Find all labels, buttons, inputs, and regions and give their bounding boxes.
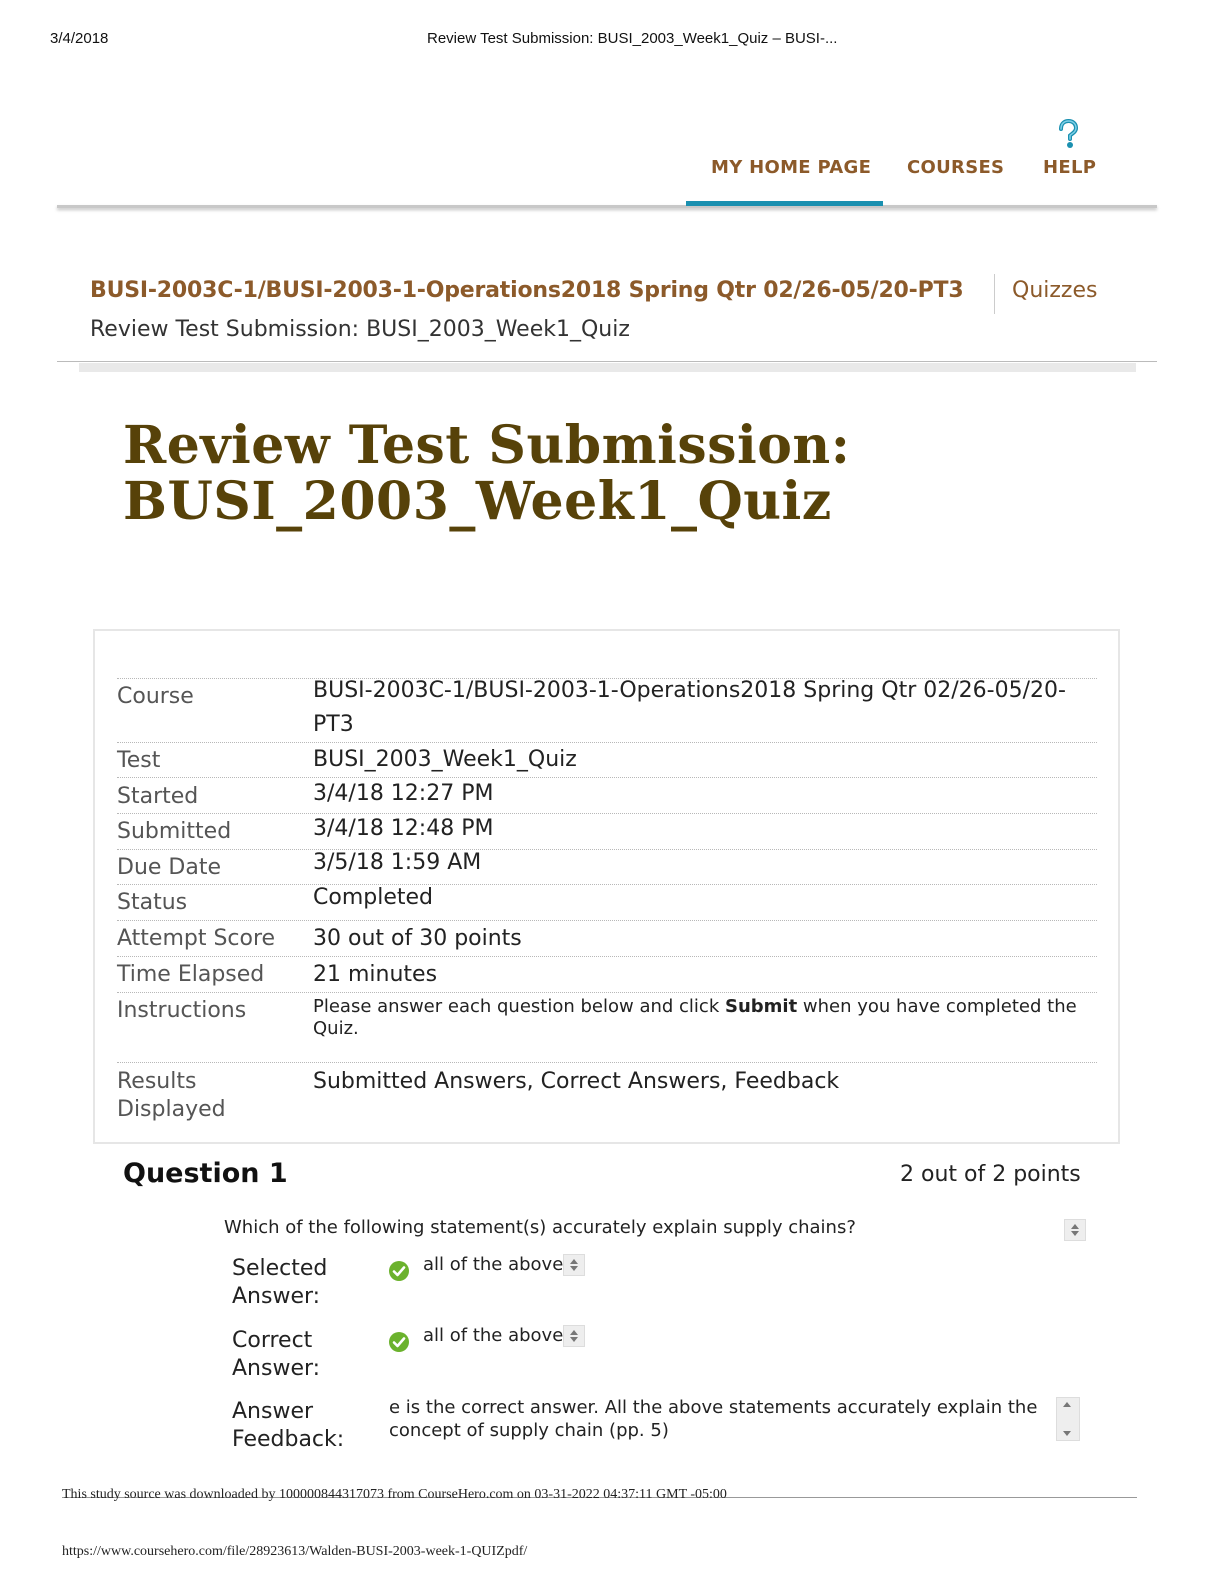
nav-help[interactable]: HELP (1043, 157, 1097, 178)
course-label: Course (117, 684, 194, 709)
row-divider (117, 956, 1097, 957)
breadcrumb-quizzes-link[interactable]: Quizzes (1012, 278, 1098, 303)
attempt-score-label: Attempt Score (117, 926, 276, 951)
help-icon[interactable] (1053, 118, 1083, 150)
spinner-icon[interactable] (1064, 1219, 1086, 1241)
question-title: Question 1 (123, 1158, 288, 1189)
correct-answer-label: Correct Answer: (232, 1328, 321, 1381)
row-divider (117, 920, 1097, 921)
time-elapsed-label: Time Elapsed (117, 962, 265, 987)
answer-feedback-value: e is the correct answer. All the above statements accurately explain the concept of supply chain (pp. 5) (389, 1397, 1038, 1441)
footer-source: This study source was downloaded by 100000844317073 from CourseHero.com on 03-31-2022 04:37:11 GMT -05:00 (62, 1487, 727, 1502)
results-displayed-label: Results Displayed (117, 1069, 226, 1122)
submitted-value: 3/4/18 12:48 PM (313, 816, 494, 841)
question-points: 2 out of 2 points (900, 1162, 1081, 1187)
page-title-line2: BUSI_2003_Week1_Quiz (123, 471, 832, 532)
spinner-icon[interactable] (563, 1254, 585, 1276)
test-value: BUSI_2003_Week1_Quiz (313, 747, 577, 772)
time-elapsed-value: 21 minutes (313, 962, 438, 987)
instructions-submit-word: Submit (724, 996, 798, 1017)
instructions-text-post: when you have completed the Quiz. (313, 996, 1077, 1039)
nav-active-indicator (686, 201, 883, 206)
row-divider (117, 1062, 1097, 1063)
selected-answer-label: Selected Answer: (232, 1256, 328, 1309)
check-icon (389, 1332, 409, 1352)
started-value: 3/4/18 12:27 PM (313, 781, 494, 806)
nav-courses[interactable]: COURSES (907, 157, 1005, 178)
breadcrumb-page: Review Test Submission: BUSI_2003_Week1_Quiz (90, 317, 630, 342)
started-label: Started (117, 784, 199, 809)
instructions-label: Instructions (117, 998, 247, 1023)
footer-url[interactable]: https://www.coursehero.com/file/28923613/Walden-BUSI-2003-week-1-QUIZpdf/ (62, 1544, 528, 1559)
instructions-value (313, 996, 1093, 1040)
answer-feedback-label: Answer Feedback: (232, 1399, 345, 1452)
row-divider (117, 992, 1097, 993)
submitted-label: Submitted (117, 819, 232, 844)
attempt-score-value: 30 out of 30 points (313, 926, 522, 951)
status-label: Status (117, 890, 188, 915)
due-date-value: 3/5/18 1:59 AM (313, 850, 482, 875)
results-displayed-value: Submitted Answers, Correct Answers, Feedback (313, 1069, 840, 1094)
selected-answer-value: all of the above (423, 1254, 564, 1275)
spinner-icon[interactable] (563, 1325, 585, 1347)
breadcrumb-divider (994, 274, 995, 314)
test-label: Test (117, 748, 161, 773)
breadcrumb-rule (57, 361, 1157, 362)
instructions-text-pre: Please answer each question below and click (313, 996, 725, 1017)
status-value: Completed (313, 885, 433, 910)
check-icon (389, 1261, 409, 1281)
breadcrumb-shadow (79, 363, 1136, 372)
nav-bar-divider (57, 205, 1157, 208)
print-title: Review Test Submission: BUSI_2003_Week1_Quiz – BUSI-... (427, 30, 838, 47)
course-value: BUSI-2003C-1/BUSI-2003-1-Operations2018 Spring Qtr 02/26-05/20-PT3 (313, 678, 1066, 737)
correct-answer-value: all of the above (423, 1325, 564, 1346)
print-date: 3/4/2018 (50, 30, 109, 47)
breadcrumb-course[interactable]: BUSI-2003C-1/BUSI-2003-1-Operations2018 Spring Qtr 02/26-05/20-PT3 (90, 278, 964, 303)
due-date-label: Due Date (117, 855, 221, 880)
page-title-line1: Review Test Submission: (123, 415, 851, 476)
question-text: Which of the following statement(s) accurately explain supply chains? (224, 1217, 856, 1238)
nav-my-home-page[interactable]: MY HOME PAGE (711, 157, 872, 178)
page-title (123, 415, 851, 532)
spinner-icon[interactable] (1056, 1397, 1080, 1441)
